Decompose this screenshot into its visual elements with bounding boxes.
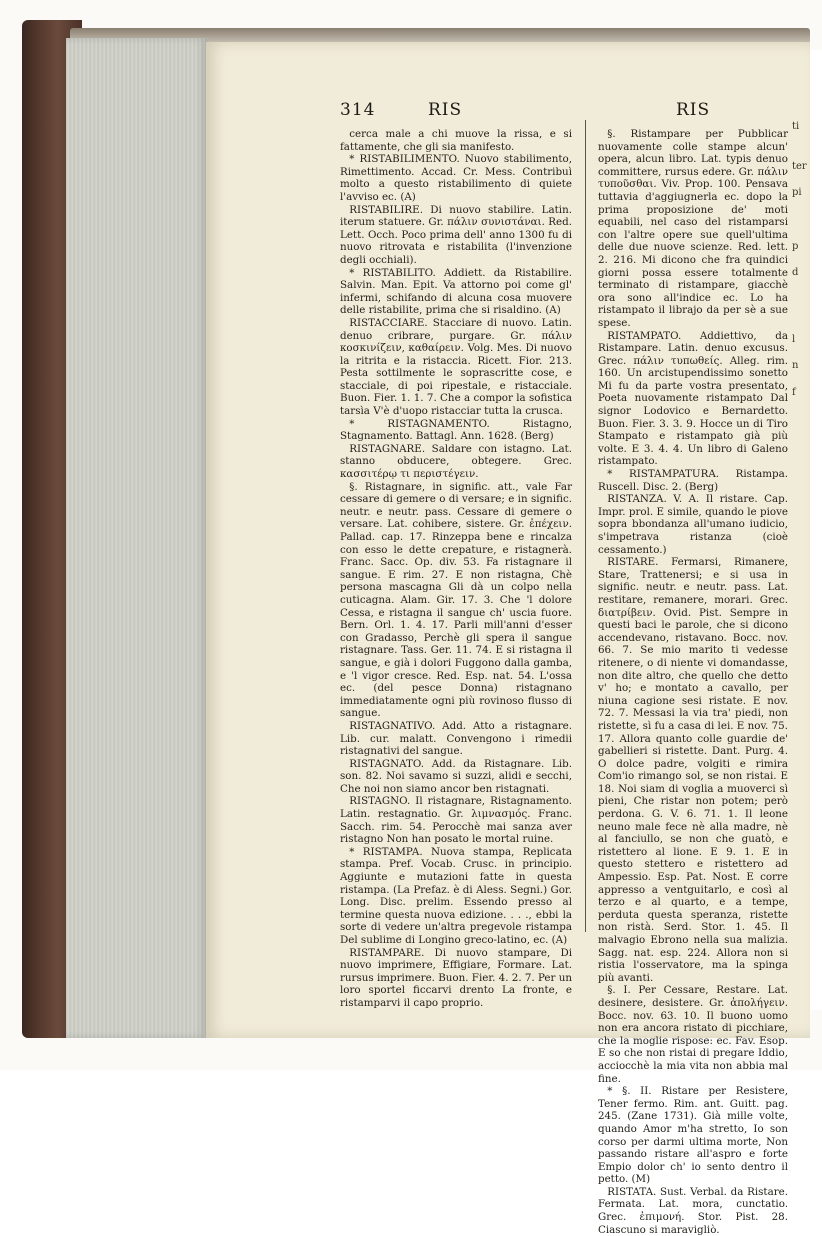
facing-page-line bbox=[792, 905, 822, 918]
facing-page-line bbox=[792, 479, 822, 492]
facing-page-line bbox=[792, 319, 822, 332]
dictionary-entry: §. Ristampare per Pubblicar nuovamente colle stampe alcun' opera, alcun libro. Lat. typis denuo committere, rursus edere. Gr. πάλιν τυποῦσθαι. Viv. Prop. 100. Pensava tuttavia d'aggiugnerla ec. dopo la prima proposizione de' moti equabili, nel caso del ristamparsi con l'altre opere sue quell'ultima delle due nuove scienze. Red. lett. 2. 216. Mi dicono che fra quindici giorni possa essere totalmente terminato di ristampare, giacchè ora sono all'indice ec. Lo ha ristampato il librajo da per sè a sue spese. bbox=[598, 128, 788, 329]
dictionary-entry: * §. II. Ristare per Resistere, Tener fermo. Rim. ant. Guitt. pag. 245. (Zane 1731). Già mille volte, quando Amor m'ha stretto, Io son corso per darmi ultima morte, Non passando ristare all'aspro e forte Empio dolor ch' io sento dentro il petto. (M) bbox=[598, 1085, 788, 1186]
facing-page-line bbox=[792, 133, 822, 146]
dictionary-entry: RISTATA. Sust. Verbal. da Ristare. Fermata. Lat. mora, cunctatio. Grec. ἐπιμονή. Stor. Pist. 28. Ciascuno si maravigliò. bbox=[598, 1185, 788, 1236]
running-head-left: RIS bbox=[428, 100, 463, 120]
facing-page-line: l bbox=[792, 333, 796, 345]
facing-page-line bbox=[792, 718, 822, 731]
facing-page-line bbox=[792, 426, 822, 439]
facing-page-line bbox=[792, 492, 822, 505]
facing-page-line bbox=[792, 745, 822, 758]
dictionary-entry: §. I. Per Cessare, Restare. Lat. desinere, desistere. Gr. ἀπολήγειν. Bocc. nov. 63. 10. Il buono uomo non era ancora ristato di picchiare, che la moglie rispose: ec. Fav. Esop. E so che non ristai di pregare Iddio, acciocchè la mia vita non abbia mal fine. bbox=[598, 984, 788, 1085]
facing-page-line bbox=[792, 851, 822, 864]
facing-page-line bbox=[792, 452, 822, 465]
facing-page-line bbox=[792, 599, 822, 612]
facing-page-line bbox=[792, 147, 822, 160]
page-edges bbox=[66, 38, 208, 1038]
dictionary-entry: RISTAMPARE. Di nuovo stampare, Di nuovo imprimere, Effigiare, Formare. Lat. rursus imprimere. Buon. Fier. 4. 2. 7. Per un loro sportel ficcarvi drento La fronte, e ristamparvi il capo proprio. bbox=[340, 946, 572, 1009]
column-divider bbox=[585, 120, 586, 932]
facing-page-line bbox=[792, 546, 822, 559]
dictionary-entry: RISTARE. Fermarsi, Rimanere, Stare, Trattenersi; e si usa in signific. neutr. e neutr. pass. Lat. restitare, remanere, morari. Grec. διατρίβειν. Ovid. Pist. Sempre in questi baci le parole, che si dicono accendevano, ristavano. Bocc. nov. 66. 7. Se mio marito ti vedesse ritenere, o di niente vi domandasse, non dite altro, che quello che detto v' ho; e montato a cavallo, per niuna cagione sesi ristate. E nov. 72. 7. Messasi la via tra' piedi, non ristette, sì fu a casa di lei. E nov. 75. 17. Allora quanto colle guardie de' gabellieri si ristette. Dant. Purg. 4. O dolce padre, volgiti e rimira Com'io rimango sol, se non ristai. E 18. Noi siam di voglia a muoverci sì pieni, Che ristar non potem; però perdona. G. V. 6. 71. 1. Il leone neuno male fece nè alla madre, nè al fanciullo, se non che guatò, e ristettero al lione. E 9. 1. E in questo stettero e ristettero ad Ampessio. Esp. Pat. Nost. E corre appresso a ventguitarlo, e così al terzo e al quarto, e a tempe, perduta questa speranza, ristette non ristà. Serd. Stor. 1. 45. Il malvagio Ebrono nella sua malizia. Sagg. nat. esp. 224. Allora non si ristia l'osservatore, ma la spinga più avanti. bbox=[598, 556, 788, 984]
dictionary-entry: §. Ristagnare, in signific. att., vale Far cessare di gemere o di versare; e in signific. neutr. e neutr. pass. Cessare di gemere o versare. Lat. cohibere, sistere. Gr. ἐπέχειν. Pallad. cap. 17. Rinzeppa bene e rincalza con esso le dette crepature, e ristagnerà. Franc. Sacc. Op. div. 53. Fa ristagnare il sangue. E rim. 27. E non ristagna, Chè persona mascagna Gli dà un colpo nella cuticagna. Alam. Gir. 17. 3. Che 'l dolore Cessa, e ristagna il sangue ch' uscia fuore. Bern. Orl. 1. 4. 17. Parli mill'anni d'esser con Gradasso, Perchè gli spera il sangue ristagnare. Tass. Ger. 11. 74. E si ristagna il sangue, e già i dolori Fuggono dalla gamba, e 'l vigor cresce. Red. Esp. nat. 54. L'ossa ec. (del pesce Donna) ristagnano immediatamente ogni più rovinoso flusso di sangue. bbox=[340, 480, 572, 720]
facing-page-line: n bbox=[792, 360, 799, 372]
facing-page-line bbox=[792, 466, 822, 479]
dictionary-entry: * RISTAMPA. Nuova stampa, Replicata stampa. Pref. Vocab. Crusc. in principio. Aggiunte e mutazioni fatte in questa ristampa. (La Prefaz. è di Aless. Segni.) Gor. Long. Disc. prelim. Essendo presso al termine questa nuova edizione. . . ., ebbi la sorte di vedere un'altra pregevole ristampa Del sublime di Longino greco-latino, ec. (A) bbox=[340, 845, 572, 946]
facing-page-line: ti bbox=[792, 121, 800, 132]
dictionary-entry: RISTAGNATIVO. Add. Atto a ristagnare. Lib. cur. malatt. Convengono i rimedii ristagnativi del sangue. bbox=[340, 719, 572, 758]
facing-page-line bbox=[792, 173, 822, 186]
facing-page-line bbox=[792, 944, 822, 957]
facing-page-line bbox=[792, 213, 822, 226]
facing-page-line bbox=[792, 439, 822, 452]
facing-page-line bbox=[792, 506, 822, 519]
facing-page-line bbox=[792, 585, 822, 598]
facing-page-line bbox=[792, 572, 822, 585]
facing-page-line bbox=[792, 678, 822, 691]
facing-page-line bbox=[792, 705, 822, 718]
facing-page-line bbox=[792, 838, 822, 851]
facing-page-line: f bbox=[792, 386, 796, 398]
facing-page-line bbox=[792, 625, 822, 638]
facing-page-line bbox=[792, 200, 822, 213]
facing-page-line bbox=[792, 825, 822, 838]
facing-page-line bbox=[792, 293, 822, 306]
facing-page-line bbox=[792, 399, 822, 412]
facing-page-line bbox=[792, 891, 822, 904]
left-text-column bbox=[340, 128, 572, 1010]
dictionary-entry: RISTANZA. V. A. Il ristare. Cap. Impr. prol. E simile, quando le piove sopra bbondanza all'umano iudicio, s'impetrava ristanza (cioè cessamento.) bbox=[598, 493, 788, 556]
facing-page-line bbox=[792, 958, 822, 971]
dictionary-entry: * RISTABILIMENTO. Nuovo stabilimento, Rimettimento. Accad. Cr. Mess. Contribuì molto a questo ristabilimento di quiete l'avviso ec. (A) bbox=[340, 153, 572, 203]
dictionary-entry: RISTABILIRE. Di nuovo stabilire. Latin. iterum statuere. Gr. πάλιν συνιστάναι. Red. Lett. Occh. Poco prima dell' anno 1300 fu di nuovo ritrovata e ristabilita (l'invenzione degli occhiali). bbox=[340, 203, 572, 266]
facing-page-line bbox=[792, 652, 822, 665]
facing-page-line bbox=[792, 226, 822, 239]
facing-page-line bbox=[792, 665, 822, 678]
facing-page-line bbox=[792, 798, 822, 811]
facing-page-line bbox=[792, 612, 822, 625]
facing-page-line bbox=[792, 373, 822, 386]
facing-page-line: d bbox=[792, 267, 799, 279]
facing-page-line bbox=[792, 692, 822, 705]
facing-page-line: p bbox=[792, 240, 799, 252]
facing-page-line bbox=[792, 772, 822, 785]
facing-page-text bbox=[792, 120, 822, 984]
facing-page-line bbox=[792, 532, 822, 545]
facing-page-line bbox=[792, 519, 822, 532]
dictionary-entry: RISTACCIARE. Stacciare di nuovo. Latin. denuo cribrare, purgare. Gr. πάλιν κοσκινίζειν, καθαίρειν. Volg. Mes. Di nuovo la ritrita e la ristaccia. Ricett. Fior. 213. Pesta sottilmente le soprascritte cose, e stacciale, di poi ripestale, e ristacciale. Buon. Fier. 1. 1. 7. Che a compor la sofistica tarsìa V'è d'uopo ristacciar tutta la crusca. bbox=[340, 316, 572, 418]
facing-page-line bbox=[792, 785, 822, 798]
facing-page-line bbox=[792, 878, 822, 891]
facing-page-line bbox=[792, 732, 822, 745]
dictionary-entry: * RISTAMPATURA. Ristampa. Ruscell. Disc. 2. (Berg) bbox=[598, 468, 788, 493]
facing-page-line bbox=[792, 811, 822, 824]
facing-page-line bbox=[792, 306, 822, 319]
facing-page-line bbox=[792, 280, 822, 293]
facing-page-line bbox=[792, 971, 822, 984]
facing-page-line bbox=[792, 758, 822, 771]
facing-page-line bbox=[792, 559, 822, 572]
running-head-right: RIS bbox=[676, 100, 711, 120]
page-number: 314 bbox=[340, 100, 376, 120]
dictionary-entry: * RISTABILITO. Addiett. da Ristabilire. Salvin. Man. Epit. Va attorno poi come gl' infermi, schifando di alcuna cosa muovere delle ristabilite, prima che si risaldino. (A) bbox=[340, 266, 572, 317]
dictionary-entry: RISTAGNO. Il ristagnare, Ristagnamento. Latin. restagnatio. Gr. λιμνασμός. Franc. Sacch. rim. 54. Perocchè mai sanza aver ristagno Non han posato le mortal ruine. bbox=[340, 795, 572, 846]
dictionary-entry: RISTAMPATO. Addiettivo, da Ristampare. Latin. denuo excusus. Grec. πάλιν τυπωθείς. Alleg. rim. 160. Un arcistupendissimo sonetto Mi fu da parte vostra presentato, Poeta nuovamente ristampato Dal signor Lodovico e Bernardetto. Buon. Fier. 3. 3. 9. Hocce un di Tiro Stampato e ristampato già più volte. E 3. 4. 4. Un libro di Galeno ristampato. bbox=[598, 329, 788, 468]
facing-page-line bbox=[792, 413, 822, 426]
facing-page-line: ter bbox=[792, 160, 807, 172]
dictionary-entry: cerca male a chi muove la rissa, e si fattamente, che gli sia manifesto. bbox=[340, 128, 572, 153]
dictionary-entry: RISTAGNATO. Add. da Ristagnare. Lib. son. 82. Noi savamo si suzzi, alidi e secchi, Che noi non siamo ancor ben ristagnati. bbox=[340, 757, 572, 795]
facing-page-line: pi bbox=[792, 187, 802, 199]
facing-page-line bbox=[792, 931, 822, 944]
dictionary-entry: * RISTAGNAMENTO. Ristagno, Stagnamento. Battagl. Ann. 1628. (Berg) bbox=[340, 417, 572, 443]
facing-page-line bbox=[792, 253, 822, 266]
facing-page-line bbox=[792, 346, 822, 359]
facing-page-line bbox=[792, 639, 822, 652]
facing-page-line bbox=[792, 918, 822, 931]
dictionary-entry: RISTAGNARE. Saldare con istagno. Lat. stanno obducere, obtegere. Grec. κασσιτέρῳ τι περιστέγειν. bbox=[340, 442, 572, 481]
facing-page-line bbox=[792, 865, 822, 878]
